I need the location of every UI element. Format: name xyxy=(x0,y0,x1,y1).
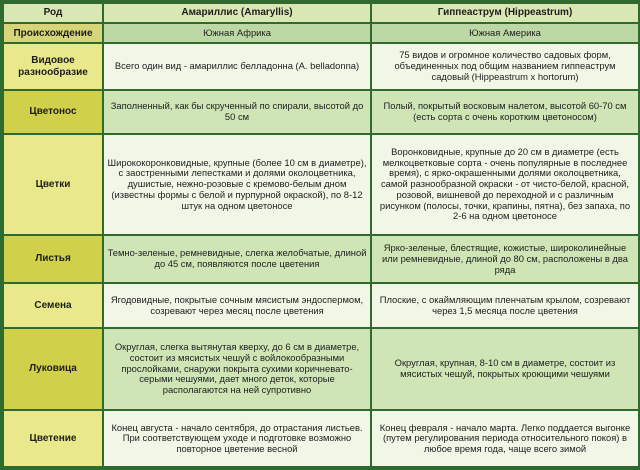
amaryllis-origin: Южная Африка xyxy=(104,24,370,42)
amaryllis-species-diversity: Всего один вид - амариллис белладонна (A. belladonna) xyxy=(104,44,370,88)
amaryllis-seeds: Ягодовидные, покрытые сочным мясистым эндоспермом, созревают через месяц после цветения xyxy=(104,284,370,326)
label-flowering: Цветение xyxy=(4,411,102,466)
amaryllis-flowers: Ширококоронковидные, крупные (более 10 см в диаметре), с заостренными лепестками и долями околоцветника, душистые, нежно-розовые с кремово-белым дном (известны формы с белой и пурпурной окраской), по 8-12 штук на одном цветоносе xyxy=(104,135,370,234)
header-row xyxy=(4,4,638,22)
amaryllis-flower-stalk: Заполненный, как бы скрученный по спирали, высотой до 50 см xyxy=(104,91,370,133)
row-seeds xyxy=(4,284,638,326)
hippeastrum-bulb: Округлая, крупная, 8-10 см в диаметре, состоит из мясистых чешуй, покрытых кроющими чешуями xyxy=(372,329,638,410)
amaryllis-leaves: Темно-зеленые, ремневидные, слегка желобчатые, длиной до 45 см, появляются после цветения xyxy=(104,236,370,282)
header-hippeastrum: Гиппеаструм (Hippeastrum) xyxy=(372,4,638,22)
label-species-diversity: Видовое разнообразие xyxy=(4,44,102,88)
hippeastrum-origin: Южная Америка xyxy=(372,24,638,42)
row-species-diversity xyxy=(4,44,638,88)
label-origin: Происхождение xyxy=(4,24,102,42)
label-seeds: Семена xyxy=(4,284,102,326)
hippeastrum-species-diversity: 75 видов и огромное количество садовых форм, объединенных под общим названием гиппеаструм садовый (Hippeastrum x hortorum) xyxy=(372,44,638,88)
hippeastrum-leaves: Ярко-зеленые, блестящие, кожистые, широколинейные или ремневидные, длиной до 80 см, расположены в два ряда xyxy=(372,236,638,282)
label-leaves: Листья xyxy=(4,236,102,282)
amaryllis-bulb: Округлая, слегка вытянутая кверху, до 6 см в диаметре, состоит из мясистых чешуй с войлокообразными прослойками, снаружи покрыта сухими коричневато-серыми чешуями, дает много деток, которые располагаются на ней супротивно xyxy=(104,329,370,410)
row-flower-stalk xyxy=(4,91,638,133)
hippeastrum-flowering: Конец февраля - начало марта. Легко поддается выгонке (путем регулирования периода относительного покоя) в любое время года, чаще всего зимой xyxy=(372,411,638,466)
header-genus: Род xyxy=(4,4,102,22)
comparison-table xyxy=(2,2,640,468)
row-origin xyxy=(4,24,638,42)
row-leaves xyxy=(4,236,638,282)
row-bulb xyxy=(4,329,638,410)
label-flower-stalk: Цветонос xyxy=(4,91,102,133)
header-amaryllis: Амариллис (Amaryllis) xyxy=(104,4,370,22)
hippeastrum-flower-stalk: Полый, покрытый восковым налетом, высотой 60-70 см (есть сорта с очень коротким цветоносом) xyxy=(372,91,638,133)
row-flowers xyxy=(4,135,638,234)
label-flowers: Цветки xyxy=(4,135,102,234)
hippeastrum-seeds: Плоские, с окаймляющим пленчатым крылом, созревают через 1,5 месяца после цветения xyxy=(372,284,638,326)
row-flowering xyxy=(4,411,638,466)
label-bulb: Луковица xyxy=(4,329,102,410)
hippeastrum-flowers: Воронковидные, крупные до 20 см в диаметре (есть мелкоцветковые сорта - очень популярные в последнее время), с ярко-окрашенными долями околоцветника, самой разнообразной окраски - от чисто-белой, красной, розовой, вишневой до переходной и с различным рисунком (полосы, точки, крапины, пятна), без запаха, по 2-6 на одном цветоносе xyxy=(372,135,638,234)
amaryllis-flowering: Конец августа - начало сентября, до отрастания листьев. При соответствующем уходе и подготовке возможно повторное цветение весной xyxy=(104,411,370,466)
